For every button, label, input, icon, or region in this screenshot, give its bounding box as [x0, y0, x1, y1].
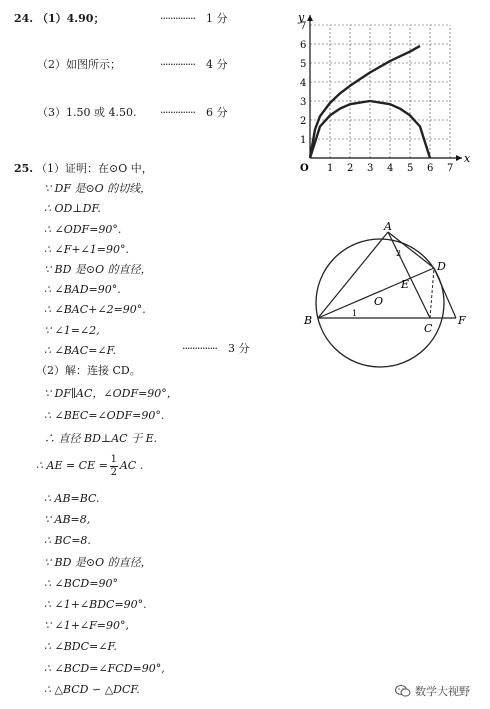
label-a: A — [384, 220, 392, 233]
ae-equation — [36, 454, 143, 478]
x-tick-label: 4 — [387, 163, 394, 173]
x-tick-label: 7 — [447, 163, 454, 173]
p1-line: （1）证明：在⊙O 中， — [36, 162, 153, 175]
p2b-line: ∴ △BCD ∽ △DCF. — [44, 682, 140, 696]
p1-line: ∴ OD⊥DF. — [44, 202, 101, 216]
chord-ad — [388, 232, 434, 268]
x-axis-arrow — [456, 155, 462, 161]
q25-part1-dots: ·············· — [182, 342, 217, 355]
y-tick-label: 6 — [300, 40, 307, 51]
fraction-numerator: 1 — [110, 453, 118, 465]
p1-line: ∴ ∠BAC+∠2=90°. — [44, 303, 146, 317]
p1-line: ∴ ∠ODF=90°. — [44, 222, 122, 236]
wechat-icon — [395, 684, 411, 698]
x-tick-label: 5 — [407, 163, 414, 173]
p2b-line: ∴ BC=8. — [44, 534, 91, 548]
label-c: C — [424, 322, 433, 335]
q25-number: 25. — [14, 162, 34, 175]
label-d: D — [437, 260, 446, 273]
diameter-bd — [318, 268, 434, 318]
p2b-line: ∴ AB=BC. — [44, 492, 100, 505]
label-angle-2: 2 — [396, 249, 402, 258]
label-o: O — [374, 295, 384, 308]
q24-part2: （2）如图所示； — [37, 58, 121, 71]
fraction-half — [110, 455, 118, 478]
y-axis-label: y — [298, 11, 305, 24]
watermark — [395, 683, 470, 699]
p2b-line: ∴ ∠BCD=90° — [44, 576, 118, 590]
p1-line: ∵ DF 是⊙O 的切线， — [44, 182, 152, 196]
p1-line: ∴ ∠BAC=∠F. — [44, 343, 117, 357]
q24-part3-dots: ·············· — [160, 106, 195, 119]
label-angle-1: 1 — [352, 309, 358, 318]
p1-line: ∵ ∠1=∠2, — [44, 323, 100, 337]
watermark-text: 数学大视野 — [415, 685, 470, 698]
x-tick-label: O — [300, 163, 309, 173]
y-axis-arrow — [307, 15, 313, 21]
q24-part1: （1）4.90； — [37, 12, 105, 25]
p2b-line: ∵ ∠1+∠F=90°, — [44, 619, 129, 633]
q24-part2-score: 4 分 — [206, 58, 228, 71]
q24-part1-score: 1 分 — [206, 12, 228, 25]
x-tick-label: 2 — [347, 163, 354, 173]
tangent-df — [434, 268, 456, 318]
p2b-line: ∴ ∠BCD=∠FCD=90°, — [44, 661, 165, 675]
q24-part2-dots: ·············· — [160, 58, 195, 71]
y-tick-label: 1 — [300, 135, 307, 146]
x-tick-label: 1 — [327, 163, 334, 173]
ae-prefix: ∴ AE = CE = — [36, 459, 108, 472]
q24-part3: （3）1.50 或 4.50. — [37, 106, 137, 119]
q24-part1-dots: ·············· — [160, 12, 195, 25]
p1-line: ∴ ∠F+∠1=90°. — [44, 242, 129, 256]
label-f: F — [458, 314, 466, 327]
function-graph — [292, 8, 472, 173]
ae-suffix: AC . — [119, 459, 144, 472]
circle-geometry-figure — [300, 218, 480, 368]
label-b: B — [304, 314, 313, 327]
p2a-line: ∴ ∠BEC=∠ODF=90°. — [44, 409, 165, 422]
p2b-line: ∵ AB=8, — [44, 513, 91, 527]
x-axis-label: x — [464, 152, 471, 165]
p1-line: ∵ BD 是⊙O 的直径， — [44, 263, 152, 276]
q24-part3-score: 6 分 — [206, 106, 228, 119]
q25-part1-score: 3 分 — [228, 342, 250, 355]
y-tick-label: 3 — [300, 97, 307, 108]
label-e: E — [401, 278, 410, 291]
segment-cd-dashed — [430, 268, 434, 318]
fraction-denominator: 2 — [110, 466, 118, 478]
x-tick-label: 3 — [367, 163, 374, 173]
chord-ac — [388, 232, 430, 318]
q24-number: 24. — [14, 12, 34, 25]
p2a-line: ∴ 直径 BD⊥AC 于 E. — [44, 431, 158, 445]
x-tick-label: 6 — [427, 163, 434, 173]
p2b-line: ∴ ∠BDC=∠F. — [44, 640, 117, 654]
p1-line: ∴ ∠BAD=90°. — [44, 283, 121, 297]
y-tick-label: 2 — [300, 116, 307, 127]
p2a-line: ∵ DF∥AC，∠ODF=90°， — [44, 386, 178, 400]
y-tick-label: 5 — [300, 59, 307, 70]
y-tick-label: 7 — [300, 21, 307, 32]
p2b-line: ∵ BD 是⊙O 的直径， — [44, 555, 152, 569]
p2b-line: ∴ ∠1+∠BDC=90°. — [44, 598, 147, 611]
p2a-line: （2）解：连接 CD。 — [36, 364, 141, 377]
y-tick-label: 4 — [300, 78, 307, 89]
